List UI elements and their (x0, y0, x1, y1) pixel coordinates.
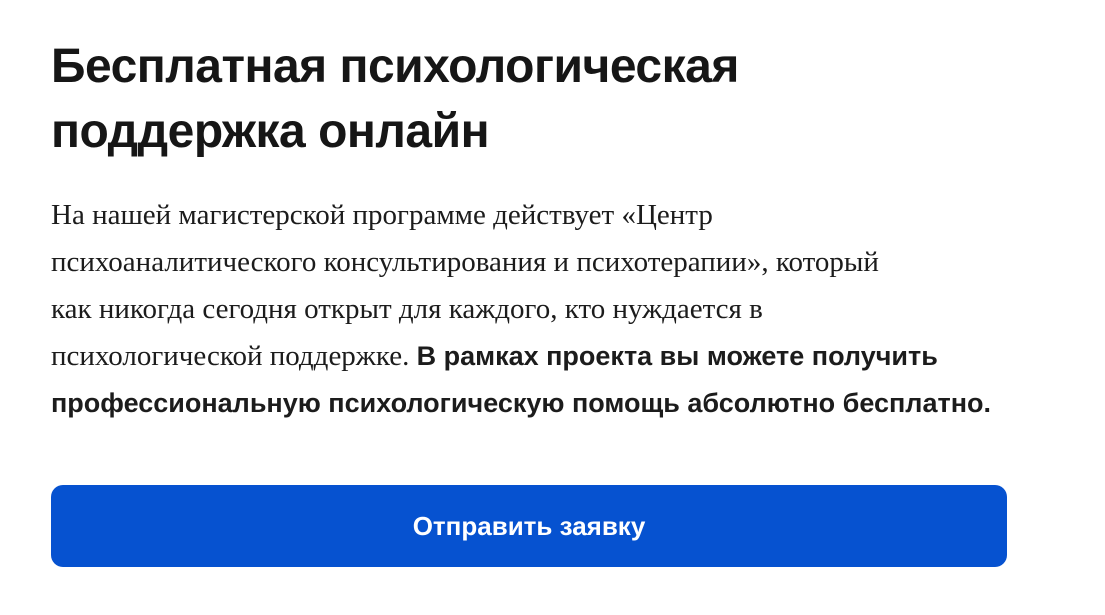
paragraph-text: психологической поддержке. (51, 340, 417, 372)
paragraph-line (51, 192, 1007, 239)
title-line: Бесплатная психологическая (51, 40, 739, 93)
title-line: поддержка онлайн (51, 105, 490, 158)
paragraph-text: как никогда сегодня открыт для каждого, кто нуждается в (51, 293, 763, 325)
paragraph-text-bold: профессиональную психологическую помощь абсолютно бесплатно. (51, 388, 991, 418)
submit-application-button[interactable]: Отправить заявку (51, 485, 1007, 567)
paragraph-line (51, 286, 1007, 333)
paragraph-line (51, 239, 1007, 286)
paragraph-line (51, 333, 1007, 380)
paragraph-line (51, 380, 1007, 427)
paragraph-text: На нашей магистерской программе действует «Центр (51, 199, 713, 231)
page-title (51, 34, 1007, 164)
intro-paragraph (51, 192, 1007, 427)
paragraph-text: психоаналитического консультирования и психотерапии», который (51, 246, 879, 278)
paragraph-text-bold: В рамках проекта вы можете получить (416, 341, 938, 371)
